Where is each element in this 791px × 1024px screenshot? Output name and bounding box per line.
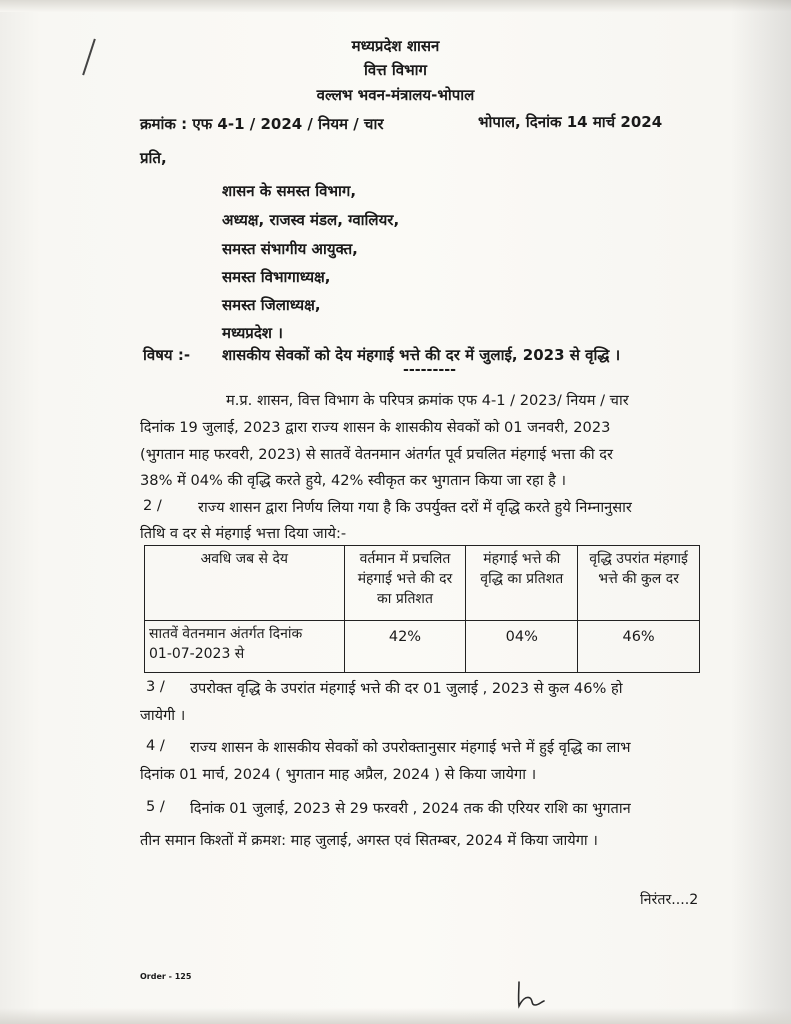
header-period: अवधि जब से देय [145, 546, 345, 621]
para5-line1: दिनांक 01 जुलाई, 2023 से 29 फरवरी , 2024 तक की एरियर राशि का भुगतान [190, 800, 631, 817]
place-date: भोपाल, दिनांक 14 मार्च 2024 [478, 113, 663, 131]
order-number: क्रमांक : एफ 4-1 / 2024 / नियम / चार [140, 115, 384, 133]
para1-line3: (भुगतान माह फरवरी, 2023) से सातवें वेतनमान अंतर्गत पूर्व प्रचलित मंहगाई भत्ता की दर [140, 446, 614, 463]
para1-line2: दिनांक 19 जुलाई, 2023 द्वारा राज्य शासन के शासकीय सेवकों को 01 जनवरी, 2023 [140, 419, 611, 436]
para3-line1: उपरोक्त वृद्धि के उपरांत मंहगाई भत्ते की दर 01 जुलाई , 2023 से कुल 46% हो [190, 680, 623, 697]
addressee-1: शासन के समस्त विभाग, [222, 182, 357, 200]
cell-current-rate: 42% [344, 620, 466, 672]
subject-text: शासकीय सेवकों को देय मंहगाई भत्ते की दर में जुलाई, 2023 से वृद्धि । [222, 346, 621, 364]
to-label: प्रति, [140, 149, 167, 167]
header-current-rate: वर्तमान में प्रचलित मंहगाई भत्ते की दर का प्रतिशत [344, 546, 466, 621]
order-footer: Order - 125 [140, 972, 192, 981]
cell-period-line1: सातवें वेतनमान अंतर्गत दिनांक [149, 625, 303, 642]
header-total-rate: वृद्धि उपरांत मंहगाई भत्ते की कुल दर [578, 546, 700, 621]
table-row [145, 620, 700, 672]
para5-number: 5 / [146, 798, 165, 815]
addressee-5: समस्त जिलाध्यक्ष, [222, 296, 321, 314]
para1-line1: म.प्र. शासन, वित्त विभाग के परिपत्र क्रमांक एफ 4-1 / 2023/ नियम / चार [226, 392, 629, 409]
para3-line2: जायेगी । [140, 707, 186, 724]
addressee-3: समस्त संभागीय आयुक्त, [222, 240, 358, 258]
scan-right-shadow [731, 0, 791, 1024]
header-state: मध्यप्रदेश शासन [351, 37, 440, 55]
header-department: वित्त विभाग [364, 61, 427, 79]
continued-marker: निरंतर....2 [640, 892, 699, 908]
header-increase: मंहगाई भत्ते की वृद्धि का प्रतिशत [466, 546, 578, 621]
para5-line2: तीन समान किश्तों में क्रमश: माह जुलाई, अगस्त एवं सितम्बर, 2024 में किया जायेगा । [140, 832, 598, 849]
da-rate-table [144, 545, 700, 673]
para2-line2: तिथि व दर से मंहगाई भत्ता दिया जाये:- [140, 525, 347, 542]
addressee-2: अध्यक्ष, राजस्व मंडल, ग्वालियर, [222, 211, 400, 229]
para4-number: 4 / [146, 737, 165, 754]
para3-number: 3 / [146, 678, 165, 695]
addressee-6: मध्यप्रदेश । [222, 324, 283, 342]
cell-increase: 04% [466, 620, 578, 672]
para4-line2: दिनांक 01 मार्च, 2024 ( भुगतान माह अप्रैल, 2024 ) से किया जायेगा । [140, 766, 537, 783]
subject-rule: --------- [403, 362, 456, 378]
scan-bottom-edge [0, 1008, 791, 1024]
table-header-row [145, 546, 700, 621]
cell-period [145, 620, 345, 672]
para1-line4: 38% में 04% की वृद्धि करते हुये, 42% स्वीकृत कर भुगतान किया जा रहा है । [140, 472, 567, 489]
signature-mark [513, 978, 553, 1010]
cell-total-rate: 46% [578, 620, 700, 672]
header-address: वल्लभ भवन-मंत्रालय-भोपाल [316, 86, 475, 104]
cell-period-line2: 01-07-2023 से [149, 645, 245, 662]
addressee-4: समस्त विभागाध्यक्ष, [222, 268, 331, 286]
para4-line1: राज्य शासन के शासकीय सेवकों को उपरोक्तानुसार मंहगाई भत्ते में हुई वृद्धि का लाभ [190, 739, 631, 756]
subject-label: विषय :- [143, 346, 191, 364]
scan-top-edge [0, 0, 791, 12]
para2-line1: राज्य शासन द्वारा निर्णय लिया गया है कि उपर्युक्त दरों में वृद्धि करते हुये निम्नानुसार [198, 499, 632, 516]
para2-number: 2 / [143, 497, 162, 514]
